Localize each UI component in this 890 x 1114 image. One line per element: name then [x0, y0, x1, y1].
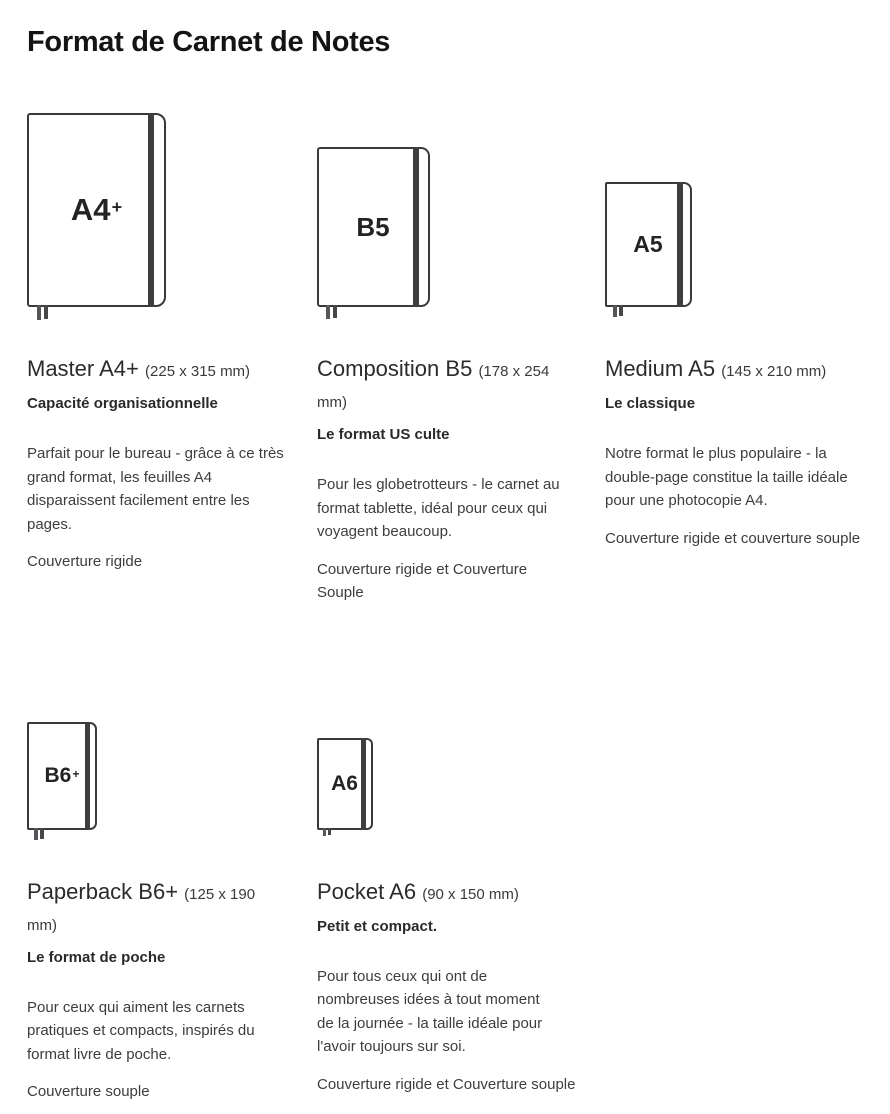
format-dimensions: (178 x 254 mm)	[317, 363, 550, 411]
bookmark-ribbon-icon	[44, 305, 48, 319]
format-cover-options: Couverture rigide et couverture souple	[605, 529, 861, 547]
notebook-cover-icon	[27, 722, 97, 830]
page-title: Format de Carnet de Notes	[27, 26, 391, 58]
bookmark-ribbon-icon	[328, 828, 331, 835]
format-card-pocket-a6	[317, 705, 605, 1104]
format-cover-options: Couverture rigide et Couverture Souple	[317, 560, 528, 601]
format-label-plus: +	[72, 767, 80, 782]
format-tagline: Capacité organisationnelle	[27, 395, 218, 412]
notebook-cover-icon	[317, 147, 430, 307]
format-description: Parfait pour le bureau - grâce à ce très grand format, les feuilles A4 disparaissent facilement entre les pages.	[27, 445, 284, 533]
format-name-heading	[317, 355, 577, 417]
format-dimensions: (90 x 150 mm)	[422, 885, 519, 903]
format-label	[29, 724, 95, 828]
format-label-text: A6	[331, 771, 358, 795]
format-description: Pour tous ceux qui ont de nombreuses idées à tout moment de la journée - la taille idéale pour l'avoir toujours sur soi.	[317, 967, 543, 1055]
format-tagline: Le classique	[605, 395, 696, 412]
format-description: Pour les globetrotteurs - le carnet au format tablette, idéal pour ceux qui voyagent beaucoup.	[317, 476, 560, 540]
format-label-text: B6	[44, 763, 72, 787]
bookmark-ribbon-icon	[619, 305, 623, 316]
format-label-text: B5	[356, 211, 390, 242]
bookmark-ribbon-icon	[323, 828, 326, 836]
bookmark-ribbon-icon	[40, 828, 44, 839]
notebook-cover-icon	[605, 182, 692, 307]
format-name-heading	[27, 355, 289, 386]
format-name: Paperback B6+	[27, 878, 179, 904]
bookmark-ribbon-icon	[613, 305, 617, 317]
format-cover-options: Couverture rigide et Couverture souple	[317, 1075, 576, 1093]
formats-grid	[27, 97, 890, 1104]
bookmark-ribbon-icon	[34, 828, 38, 840]
format-tagline: Petit et compact.	[317, 917, 438, 935]
notebook-cover-icon	[317, 738, 373, 830]
format-card-master-a4plus	[27, 97, 317, 605]
format-dimensions: (145 x 210 mm)	[721, 363, 827, 380]
notebook-cover-icon	[27, 113, 166, 307]
format-label	[29, 115, 164, 305]
notebook-illustration-a5	[605, 97, 867, 322]
format-tagline: Le format de poche	[27, 948, 166, 966]
notebook-illustration-a4plus	[27, 97, 289, 322]
format-label	[319, 740, 371, 828]
format-name: Medium A5	[605, 356, 716, 381]
format-card-composition-b5	[317, 97, 605, 605]
format-cover-options: Couverture rigide	[27, 553, 143, 570]
format-name: Composition B5	[317, 356, 473, 381]
bookmark-ribbon-icon	[37, 305, 41, 320]
format-name: Pocket A6	[317, 878, 417, 904]
notebook-illustration-a6	[317, 705, 577, 845]
format-label	[607, 184, 690, 305]
format-label-plus: +	[111, 197, 123, 218]
format-card-paperback-b6plus	[27, 705, 317, 1104]
format-name-heading	[605, 355, 867, 386]
notebook-illustration-b5	[317, 97, 577, 322]
format-dimensions: (125 x 190 mm)	[27, 885, 256, 934]
format-description: Notre format le plus populaire - la double-page constitue la taille idéale pour une photocopie A4.	[605, 445, 848, 509]
format-label-text: A5	[633, 231, 663, 257]
format-tagline: Le format US culte	[317, 426, 450, 443]
format-name: Master A4+	[27, 356, 139, 381]
empty-grid-cell	[605, 705, 890, 1104]
notebook-illustration-b6plus	[27, 705, 289, 845]
format-label-text: A4	[70, 192, 111, 227]
format-name-heading	[317, 878, 577, 909]
bookmark-ribbon-icon	[326, 305, 330, 319]
format-name-heading	[27, 878, 277, 940]
format-cover-options: Couverture souple	[27, 1083, 150, 1100]
format-description: Pour ceux qui aiment les carnets pratiques et compacts, inspirés du format livre de poche.	[27, 998, 255, 1063]
format-card-medium-a5	[605, 97, 890, 605]
format-label	[319, 149, 428, 305]
bookmark-ribbon-icon	[333, 305, 337, 318]
format-dimensions: (225 x 315 mm)	[145, 363, 251, 380]
